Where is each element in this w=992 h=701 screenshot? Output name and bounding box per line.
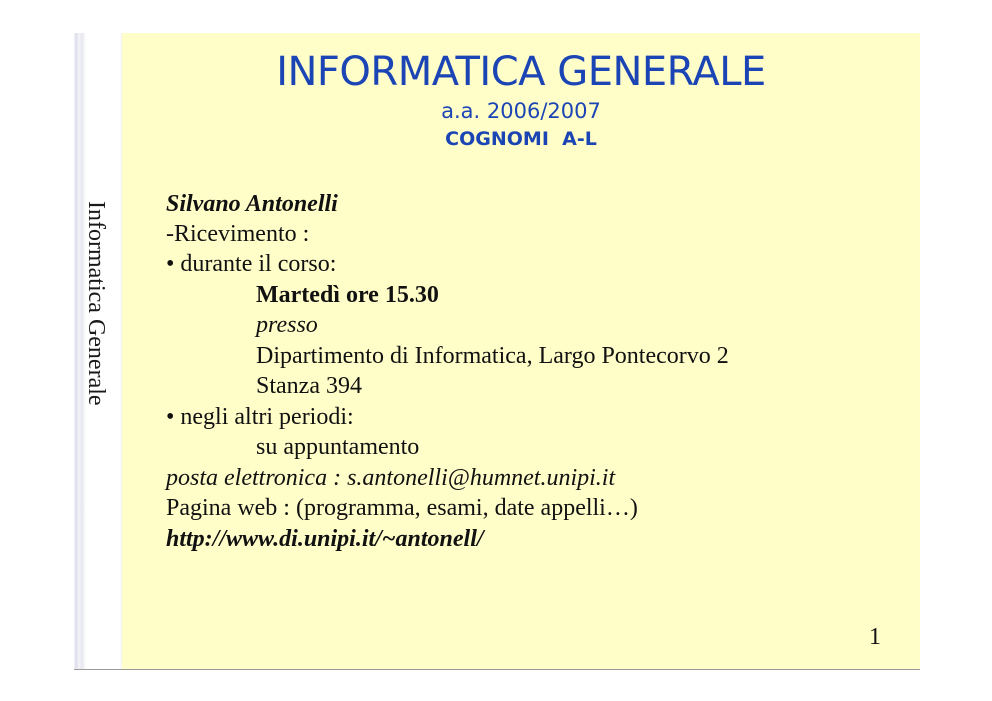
slide-title: INFORMATICA GENERALE <box>276 49 766 95</box>
office-hours-time: Martedì ore 15.30 <box>256 282 439 308</box>
during-course-bullet: • durante il corso: <box>166 251 337 277</box>
web-page-label: Pagina web : (programma, esami, date appelli…) <box>166 495 638 521</box>
other-periods-bullet: • negli altri periodi: <box>166 404 354 430</box>
email-line: posta elettronica : s.antonelli@humnet.unipi.it <box>166 465 616 491</box>
page-number: 1 <box>869 624 881 650</box>
sidebar-label: Informatica Generale <box>83 201 109 406</box>
academic-year: a.a. 2006/2007 <box>441 99 601 123</box>
surname-group: COGNOMI A-L <box>445 128 597 150</box>
department-address: Dipartimento di Informatica, Largo Pontecorvo 2 <box>256 343 729 369</box>
instructor-name: Silvano Antonelli <box>166 191 338 217</box>
slide <box>74 33 920 669</box>
office-hours-heading: -Ricevimento : <box>166 221 310 247</box>
location-preposition: presso <box>256 312 318 338</box>
by-appointment: su appuntamento <box>256 434 420 460</box>
bottom-divider <box>74 669 920 670</box>
web-page-link[interactable]: http://www.di.unipi.it/~antonell/ <box>166 526 484 552</box>
room-number: Stanza 394 <box>256 373 362 399</box>
